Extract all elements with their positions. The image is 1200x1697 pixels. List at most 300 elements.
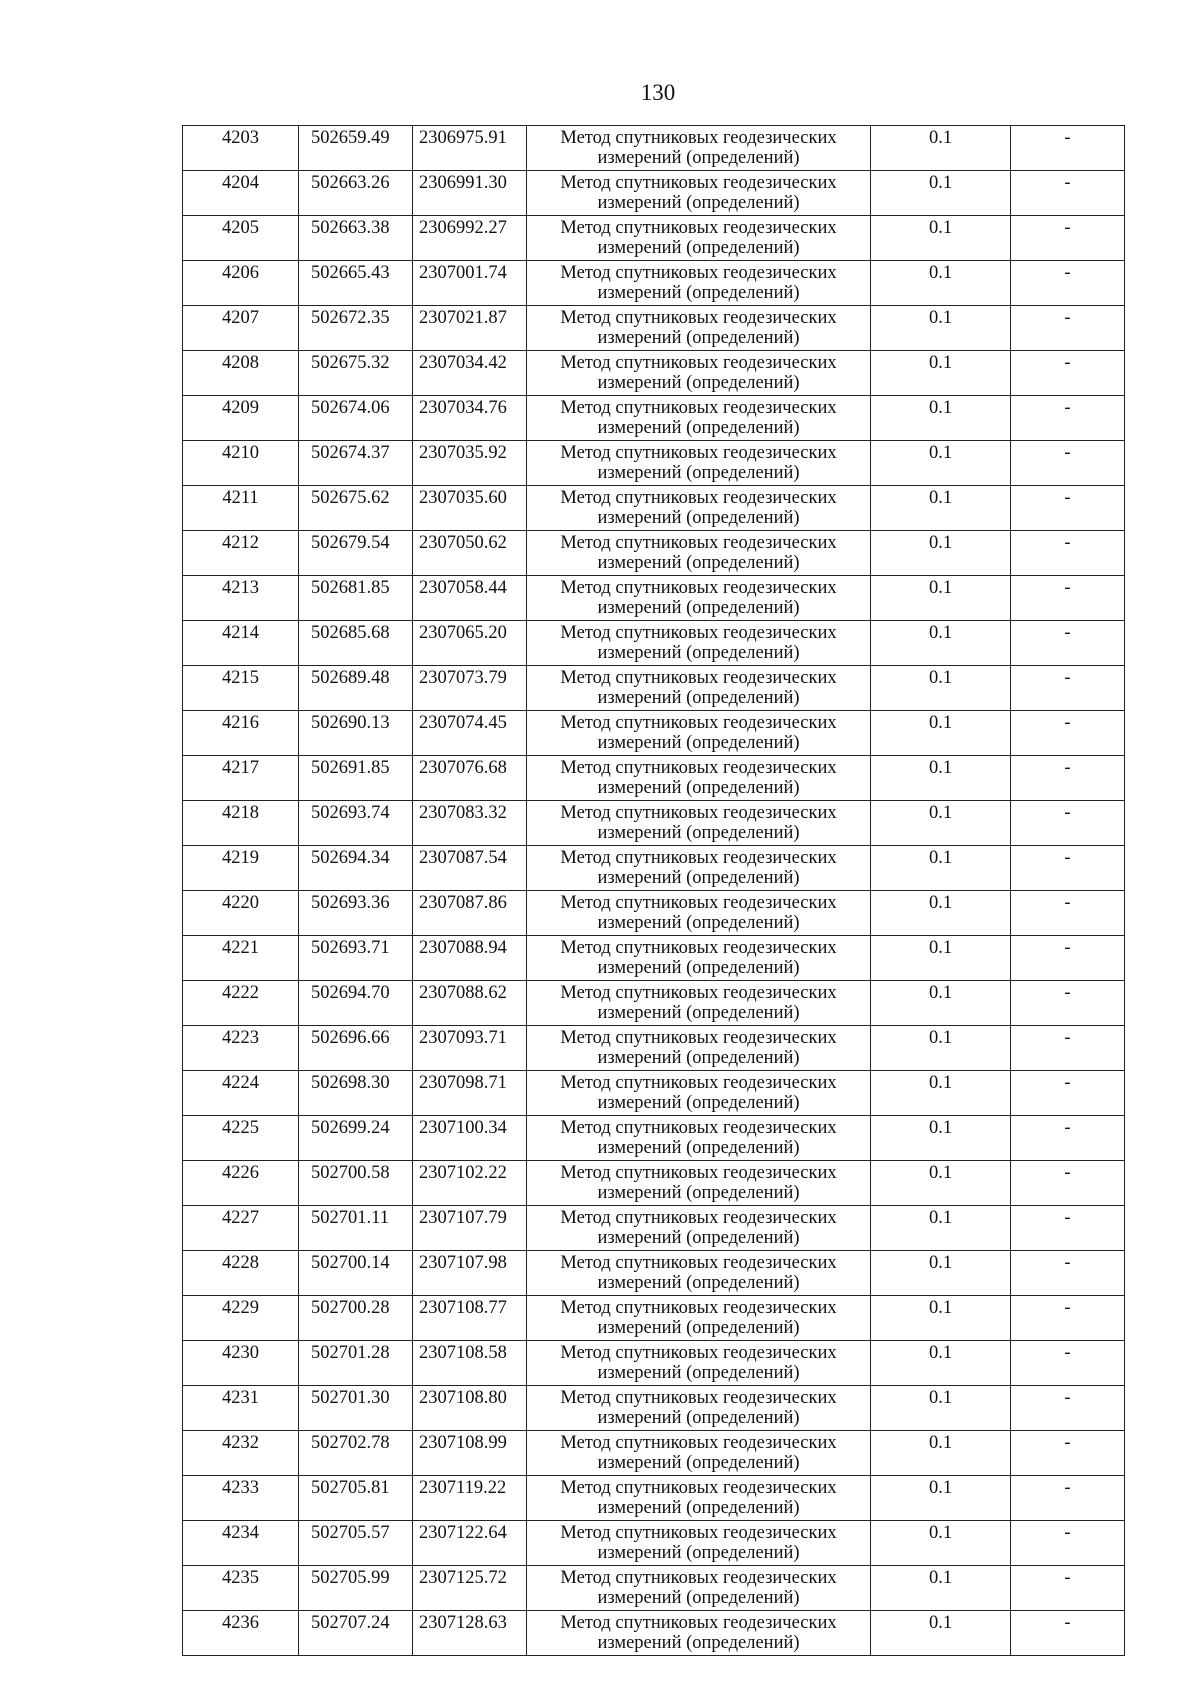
x-coordinate-cell: 502659.49 xyxy=(299,126,413,171)
method-line-1: Метод спутниковых геодезических xyxy=(560,1163,837,1183)
description-cell: - xyxy=(1011,1296,1125,1341)
point-number-cell: 4210 xyxy=(183,441,299,486)
description-cell: - xyxy=(1011,576,1125,621)
x-coordinate-cell: 502690.13 xyxy=(299,711,413,756)
description-cell: - xyxy=(1011,441,1125,486)
method-line-1: Метод спутниковых геодезических xyxy=(560,983,837,1003)
description-cell: - xyxy=(1011,1116,1125,1161)
x-coordinate-cell: 502701.11 xyxy=(299,1206,413,1251)
method-cell xyxy=(527,891,871,936)
accuracy-cell: 0.1 xyxy=(871,396,1011,441)
method-line-1: Метод спутниковых геодезических xyxy=(560,713,837,733)
method-line-1: Метод спутниковых геодезических xyxy=(560,578,837,598)
method-line-2: измерений (определений) xyxy=(597,778,800,798)
y-coordinate-cell: 2307108.77 xyxy=(413,1296,527,1341)
table-row xyxy=(183,396,1125,441)
description-cell: - xyxy=(1011,396,1125,441)
table-row xyxy=(183,756,1125,801)
method-line-1: Метод спутниковых геодезических xyxy=(560,533,837,553)
method-line-1: Метод спутниковых геодезических xyxy=(560,1613,837,1633)
y-coordinate-cell: 2307083.32 xyxy=(413,801,527,846)
y-coordinate-cell: 2307108.99 xyxy=(413,1431,527,1476)
y-coordinate-cell: 2307125.72 xyxy=(413,1566,527,1611)
description-cell: - xyxy=(1011,936,1125,981)
method-cell xyxy=(527,531,871,576)
point-number-cell: 4221 xyxy=(183,936,299,981)
method-line-2: измерений (определений) xyxy=(597,283,800,303)
method-line-1: Метод спутниковых геодезических xyxy=(560,1253,837,1273)
accuracy-cell: 0.1 xyxy=(871,846,1011,891)
point-number-cell: 4211 xyxy=(183,486,299,531)
point-number-cell: 4235 xyxy=(183,1566,299,1611)
x-coordinate-cell: 502702.78 xyxy=(299,1431,413,1476)
method-cell xyxy=(527,441,871,486)
x-coordinate-cell: 502705.81 xyxy=(299,1476,413,1521)
table-row xyxy=(183,351,1125,396)
method-line-2: измерений (определений) xyxy=(597,1273,800,1293)
table-row xyxy=(183,1026,1125,1071)
description-cell: - xyxy=(1011,261,1125,306)
table-row xyxy=(183,441,1125,486)
x-coordinate-cell: 502701.28 xyxy=(299,1341,413,1386)
method-line-1: Метод спутниковых геодезических xyxy=(560,1433,837,1453)
method-line-2: измерений (определений) xyxy=(597,598,800,618)
x-coordinate-cell: 502698.30 xyxy=(299,1071,413,1116)
x-coordinate-cell: 502691.85 xyxy=(299,756,413,801)
description-cell: - xyxy=(1011,351,1125,396)
method-line-2: измерений (определений) xyxy=(597,1183,800,1203)
accuracy-cell: 0.1 xyxy=(871,936,1011,981)
method-line-2: измерений (определений) xyxy=(597,418,800,438)
x-coordinate-cell: 502663.26 xyxy=(299,171,413,216)
accuracy-cell: 0.1 xyxy=(871,306,1011,351)
description-cell: - xyxy=(1011,1521,1125,1566)
method-line-1: Метод спутниковых геодезических xyxy=(560,623,837,643)
y-coordinate-cell: 2307088.62 xyxy=(413,981,527,1026)
x-coordinate-cell: 502675.62 xyxy=(299,486,413,531)
accuracy-cell: 0.1 xyxy=(871,1431,1011,1476)
method-line-2: измерений (определений) xyxy=(597,1633,800,1653)
method-line-1: Метод спутниковых геодезических xyxy=(560,893,837,913)
method-cell xyxy=(527,1026,871,1071)
method-line-2: измерений (определений) xyxy=(597,1363,800,1383)
x-coordinate-cell: 502693.36 xyxy=(299,891,413,936)
method-line-1: Метод спутниковых геодезических xyxy=(560,938,837,958)
method-cell xyxy=(527,1611,871,1656)
method-line-2: измерений (определений) xyxy=(597,238,800,258)
point-number-cell: 4236 xyxy=(183,1611,299,1656)
accuracy-cell: 0.1 xyxy=(871,261,1011,306)
x-coordinate-cell: 502675.32 xyxy=(299,351,413,396)
method-line-1: Метод спутниковых геодезических xyxy=(560,128,837,148)
y-coordinate-cell: 2307108.58 xyxy=(413,1341,527,1386)
method-cell xyxy=(527,1566,871,1611)
method-line-2: измерений (определений) xyxy=(597,1408,800,1428)
method-line-1: Метод спутниковых геодезических xyxy=(560,1208,837,1228)
table-row xyxy=(183,711,1125,756)
point-number-cell: 4204 xyxy=(183,171,299,216)
method-line-1: Метод спутниковых геодезических xyxy=(560,263,837,283)
table-row xyxy=(183,126,1125,171)
x-coordinate-cell: 502665.43 xyxy=(299,261,413,306)
point-number-cell: 4226 xyxy=(183,1161,299,1206)
method-line-2: измерений (определений) xyxy=(597,1453,800,1473)
method-line-2: измерений (определений) xyxy=(597,1228,800,1248)
table-row xyxy=(183,936,1125,981)
method-cell xyxy=(527,801,871,846)
x-coordinate-cell: 502693.74 xyxy=(299,801,413,846)
table-row xyxy=(183,1431,1125,1476)
x-coordinate-cell: 502663.38 xyxy=(299,216,413,261)
method-line-1: Метод спутниковых геодезических xyxy=(560,308,837,328)
description-cell: - xyxy=(1011,1251,1125,1296)
y-coordinate-cell: 2307058.44 xyxy=(413,576,527,621)
x-coordinate-cell: 502696.66 xyxy=(299,1026,413,1071)
x-coordinate-cell: 502681.85 xyxy=(299,576,413,621)
table-row xyxy=(183,306,1125,351)
accuracy-cell: 0.1 xyxy=(871,981,1011,1026)
accuracy-cell: 0.1 xyxy=(871,441,1011,486)
method-line-1: Метод спутниковых геодезических xyxy=(560,1298,837,1318)
accuracy-cell: 0.1 xyxy=(871,1476,1011,1521)
description-cell: - xyxy=(1011,1341,1125,1386)
method-cell xyxy=(527,1161,871,1206)
method-line-2: измерений (определений) xyxy=(597,868,800,888)
accuracy-cell: 0.1 xyxy=(871,1341,1011,1386)
method-line-2: измерений (определений) xyxy=(597,1003,800,1023)
x-coordinate-cell: 502679.54 xyxy=(299,531,413,576)
accuracy-cell: 0.1 xyxy=(871,1116,1011,1161)
method-cell xyxy=(527,1341,871,1386)
y-coordinate-cell: 2306975.91 xyxy=(413,126,527,171)
y-coordinate-cell: 2307128.63 xyxy=(413,1611,527,1656)
y-coordinate-cell: 2307102.22 xyxy=(413,1161,527,1206)
accuracy-cell: 0.1 xyxy=(871,711,1011,756)
method-cell xyxy=(527,351,871,396)
description-cell: - xyxy=(1011,621,1125,666)
method-line-1: Метод спутниковых геодезических xyxy=(560,848,837,868)
method-cell xyxy=(527,1296,871,1341)
method-line-2: измерений (определений) xyxy=(597,688,800,708)
point-number-cell: 4205 xyxy=(183,216,299,261)
method-line-2: измерений (определений) xyxy=(597,508,800,528)
table-row xyxy=(183,171,1125,216)
point-number-cell: 4222 xyxy=(183,981,299,1026)
point-number-cell: 4212 xyxy=(183,531,299,576)
table-row xyxy=(183,1566,1125,1611)
method-line-2: измерений (определений) xyxy=(597,913,800,933)
method-cell xyxy=(527,261,871,306)
table-row xyxy=(183,1161,1125,1206)
point-number-cell: 4219 xyxy=(183,846,299,891)
x-coordinate-cell: 502707.24 xyxy=(299,1611,413,1656)
y-coordinate-cell: 2307100.34 xyxy=(413,1116,527,1161)
description-cell: - xyxy=(1011,531,1125,576)
accuracy-cell: 0.1 xyxy=(871,1386,1011,1431)
y-coordinate-cell: 2307034.76 xyxy=(413,396,527,441)
point-number-cell: 4230 xyxy=(183,1341,299,1386)
point-number-cell: 4216 xyxy=(183,711,299,756)
x-coordinate-cell: 502694.70 xyxy=(299,981,413,1026)
accuracy-cell: 0.1 xyxy=(871,216,1011,261)
coordinates-table xyxy=(182,125,1125,1656)
accuracy-cell: 0.1 xyxy=(871,576,1011,621)
y-coordinate-cell: 2306992.27 xyxy=(413,216,527,261)
table-row xyxy=(183,1386,1125,1431)
table-row xyxy=(183,666,1125,711)
x-coordinate-cell: 502700.28 xyxy=(299,1296,413,1341)
description-cell: - xyxy=(1011,711,1125,756)
method-line-1: Метод спутниковых геодезических xyxy=(560,803,837,823)
method-line-1: Метод спутниковых геодезических xyxy=(560,1523,837,1543)
method-cell xyxy=(527,936,871,981)
page-number: 130 xyxy=(640,80,676,105)
y-coordinate-cell: 2307093.71 xyxy=(413,1026,527,1071)
method-cell xyxy=(527,1071,871,1116)
x-coordinate-cell: 502700.58 xyxy=(299,1161,413,1206)
method-line-1: Метод спутниковых геодезических xyxy=(560,443,837,463)
method-line-1: Метод спутниковых геодезических xyxy=(560,1568,837,1588)
accuracy-cell: 0.1 xyxy=(871,891,1011,936)
method-line-1: Метод спутниковых геодезических xyxy=(560,173,837,193)
method-cell xyxy=(527,1251,871,1296)
point-number-cell: 4208 xyxy=(183,351,299,396)
method-line-2: измерений (определений) xyxy=(597,373,800,393)
table-row xyxy=(183,621,1125,666)
point-number-cell: 4232 xyxy=(183,1431,299,1476)
accuracy-cell: 0.1 xyxy=(871,1161,1011,1206)
method-cell xyxy=(527,1386,871,1431)
table-row xyxy=(183,1521,1125,1566)
method-cell xyxy=(527,126,871,171)
table-row xyxy=(183,1206,1125,1251)
method-cell xyxy=(527,576,871,621)
description-cell: - xyxy=(1011,891,1125,936)
method-cell xyxy=(527,171,871,216)
point-number-cell: 4220 xyxy=(183,891,299,936)
accuracy-cell: 0.1 xyxy=(871,1566,1011,1611)
x-coordinate-cell: 502674.06 xyxy=(299,396,413,441)
x-coordinate-cell: 502705.57 xyxy=(299,1521,413,1566)
method-line-2: измерений (определений) xyxy=(597,1318,800,1338)
y-coordinate-cell: 2307119.22 xyxy=(413,1476,527,1521)
table-row xyxy=(183,576,1125,621)
method-cell xyxy=(527,216,871,261)
coordinates-table-body xyxy=(183,126,1125,1656)
method-cell xyxy=(527,1476,871,1521)
table-row xyxy=(183,531,1125,576)
method-line-2: измерений (определений) xyxy=(597,1048,800,1068)
method-line-2: измерений (определений) xyxy=(597,643,800,663)
method-line-2: измерений (определений) xyxy=(597,1498,800,1518)
description-cell: - xyxy=(1011,306,1125,351)
x-coordinate-cell: 502701.30 xyxy=(299,1386,413,1431)
y-coordinate-cell: 2307076.68 xyxy=(413,756,527,801)
accuracy-cell: 0.1 xyxy=(871,756,1011,801)
x-coordinate-cell: 502674.37 xyxy=(299,441,413,486)
y-coordinate-cell: 2307107.98 xyxy=(413,1251,527,1296)
method-cell xyxy=(527,756,871,801)
method-line-2: измерений (определений) xyxy=(597,148,800,168)
y-coordinate-cell: 2307034.42 xyxy=(413,351,527,396)
accuracy-cell: 0.1 xyxy=(871,1251,1011,1296)
y-coordinate-cell: 2307087.54 xyxy=(413,846,527,891)
x-coordinate-cell: 502689.48 xyxy=(299,666,413,711)
table-row xyxy=(183,261,1125,306)
point-number-cell: 4214 xyxy=(183,621,299,666)
method-cell xyxy=(527,396,871,441)
method-cell xyxy=(527,666,871,711)
point-number-cell: 4217 xyxy=(183,756,299,801)
method-line-2: измерений (определений) xyxy=(597,733,800,753)
y-coordinate-cell: 2306991.30 xyxy=(413,171,527,216)
accuracy-cell: 0.1 xyxy=(871,1296,1011,1341)
method-cell xyxy=(527,306,871,351)
method-line-2: измерений (определений) xyxy=(597,193,800,213)
y-coordinate-cell: 2307098.71 xyxy=(413,1071,527,1116)
accuracy-cell: 0.1 xyxy=(871,1071,1011,1116)
y-coordinate-cell: 2307073.79 xyxy=(413,666,527,711)
accuracy-cell: 0.1 xyxy=(871,351,1011,396)
point-number-cell: 4218 xyxy=(183,801,299,846)
method-cell xyxy=(527,621,871,666)
description-cell: - xyxy=(1011,1026,1125,1071)
y-coordinate-cell: 2307001.74 xyxy=(413,261,527,306)
table-row xyxy=(183,1116,1125,1161)
method-line-2: измерений (определений) xyxy=(597,823,800,843)
method-line-2: измерений (определений) xyxy=(597,463,800,483)
method-cell xyxy=(527,981,871,1026)
method-line-1: Метод спутниковых геодезических xyxy=(560,353,837,373)
description-cell: - xyxy=(1011,981,1125,1026)
description-cell: - xyxy=(1011,126,1125,171)
point-number-cell: 4229 xyxy=(183,1296,299,1341)
table-row xyxy=(183,846,1125,891)
description-cell: - xyxy=(1011,1611,1125,1656)
point-number-cell: 4207 xyxy=(183,306,299,351)
x-coordinate-cell: 502693.71 xyxy=(299,936,413,981)
description-cell: - xyxy=(1011,756,1125,801)
method-cell xyxy=(527,1431,871,1476)
table-row xyxy=(183,216,1125,261)
y-coordinate-cell: 2307088.94 xyxy=(413,936,527,981)
x-coordinate-cell: 502699.24 xyxy=(299,1116,413,1161)
description-cell: - xyxy=(1011,486,1125,531)
table-row xyxy=(183,1341,1125,1386)
y-coordinate-cell: 2307035.92 xyxy=(413,441,527,486)
description-cell: - xyxy=(1011,1386,1125,1431)
table-row xyxy=(183,1611,1125,1656)
accuracy-cell: 0.1 xyxy=(871,171,1011,216)
accuracy-cell: 0.1 xyxy=(871,1206,1011,1251)
y-coordinate-cell: 2307108.80 xyxy=(413,1386,527,1431)
description-cell: - xyxy=(1011,666,1125,711)
point-number-cell: 4233 xyxy=(183,1476,299,1521)
point-number-cell: 4206 xyxy=(183,261,299,306)
point-number-cell: 4215 xyxy=(183,666,299,711)
method-line-1: Метод спутниковых геодезических xyxy=(560,1343,837,1363)
y-coordinate-cell: 2307122.64 xyxy=(413,1521,527,1566)
accuracy-cell: 0.1 xyxy=(871,126,1011,171)
table-row xyxy=(183,891,1125,936)
table-row xyxy=(183,801,1125,846)
table-row xyxy=(183,1476,1125,1521)
x-coordinate-cell: 502685.68 xyxy=(299,621,413,666)
point-number-cell: 4224 xyxy=(183,1071,299,1116)
method-line-2: измерений (определений) xyxy=(597,1543,800,1563)
x-coordinate-cell: 502672.35 xyxy=(299,306,413,351)
point-number-cell: 4223 xyxy=(183,1026,299,1071)
method-line-2: измерений (определений) xyxy=(597,1588,800,1608)
method-cell xyxy=(527,1206,871,1251)
method-cell xyxy=(527,711,871,756)
point-number-cell: 4209 xyxy=(183,396,299,441)
table-row xyxy=(183,1296,1125,1341)
method-line-2: измерений (определений) xyxy=(597,958,800,978)
y-coordinate-cell: 2307035.60 xyxy=(413,486,527,531)
method-cell xyxy=(527,846,871,891)
table-row xyxy=(183,1251,1125,1296)
table-row xyxy=(183,981,1125,1026)
method-line-1: Метод спутниковых геодезических xyxy=(560,1478,837,1498)
method-line-1: Метод спутниковых геодезических xyxy=(560,1028,837,1048)
accuracy-cell: 0.1 xyxy=(871,531,1011,576)
point-number-cell: 4213 xyxy=(183,576,299,621)
point-number-cell: 4225 xyxy=(183,1116,299,1161)
x-coordinate-cell: 502694.34 xyxy=(299,846,413,891)
method-line-2: измерений (определений) xyxy=(597,1093,800,1113)
point-number-cell: 4234 xyxy=(183,1521,299,1566)
accuracy-cell: 0.1 xyxy=(871,801,1011,846)
y-coordinate-cell: 2307021.87 xyxy=(413,306,527,351)
method-line-1: Метод спутниковых геодезических xyxy=(560,218,837,238)
accuracy-cell: 0.1 xyxy=(871,486,1011,531)
description-cell: - xyxy=(1011,1161,1125,1206)
point-number-cell: 4227 xyxy=(183,1206,299,1251)
method-line-1: Метод спутниковых геодезических xyxy=(560,398,837,418)
y-coordinate-cell: 2307050.62 xyxy=(413,531,527,576)
point-number-cell: 4203 xyxy=(183,126,299,171)
point-number-cell: 4228 xyxy=(183,1251,299,1296)
y-coordinate-cell: 2307087.86 xyxy=(413,891,527,936)
description-cell: - xyxy=(1011,1566,1125,1611)
y-coordinate-cell: 2307065.20 xyxy=(413,621,527,666)
y-coordinate-cell: 2307107.79 xyxy=(413,1206,527,1251)
y-coordinate-cell: 2307074.45 xyxy=(413,711,527,756)
description-cell: - xyxy=(1011,846,1125,891)
point-number-cell: 4231 xyxy=(183,1386,299,1431)
method-line-1: Метод спутниковых геодезических xyxy=(560,758,837,778)
method-line-1: Метод спутниковых геодезических xyxy=(560,1388,837,1408)
accuracy-cell: 0.1 xyxy=(871,1026,1011,1071)
accuracy-cell: 0.1 xyxy=(871,1611,1011,1656)
x-coordinate-cell: 502705.99 xyxy=(299,1566,413,1611)
method-line-1: Метод спутниковых геодезических xyxy=(560,1118,837,1138)
description-cell: - xyxy=(1011,171,1125,216)
table-row xyxy=(183,486,1125,531)
method-line-2: измерений (определений) xyxy=(597,553,800,573)
accuracy-cell: 0.1 xyxy=(871,666,1011,711)
method-line-1: Метод спутниковых геодезических xyxy=(560,1073,837,1093)
method-line-2: измерений (определений) xyxy=(597,1138,800,1158)
description-cell: - xyxy=(1011,1071,1125,1116)
description-cell: - xyxy=(1011,1206,1125,1251)
method-line-2: измерений (определений) xyxy=(597,328,800,348)
accuracy-cell: 0.1 xyxy=(871,1521,1011,1566)
method-cell xyxy=(527,486,871,531)
table-row xyxy=(183,1071,1125,1116)
method-line-1: Метод спутниковых геодезических xyxy=(560,668,837,688)
